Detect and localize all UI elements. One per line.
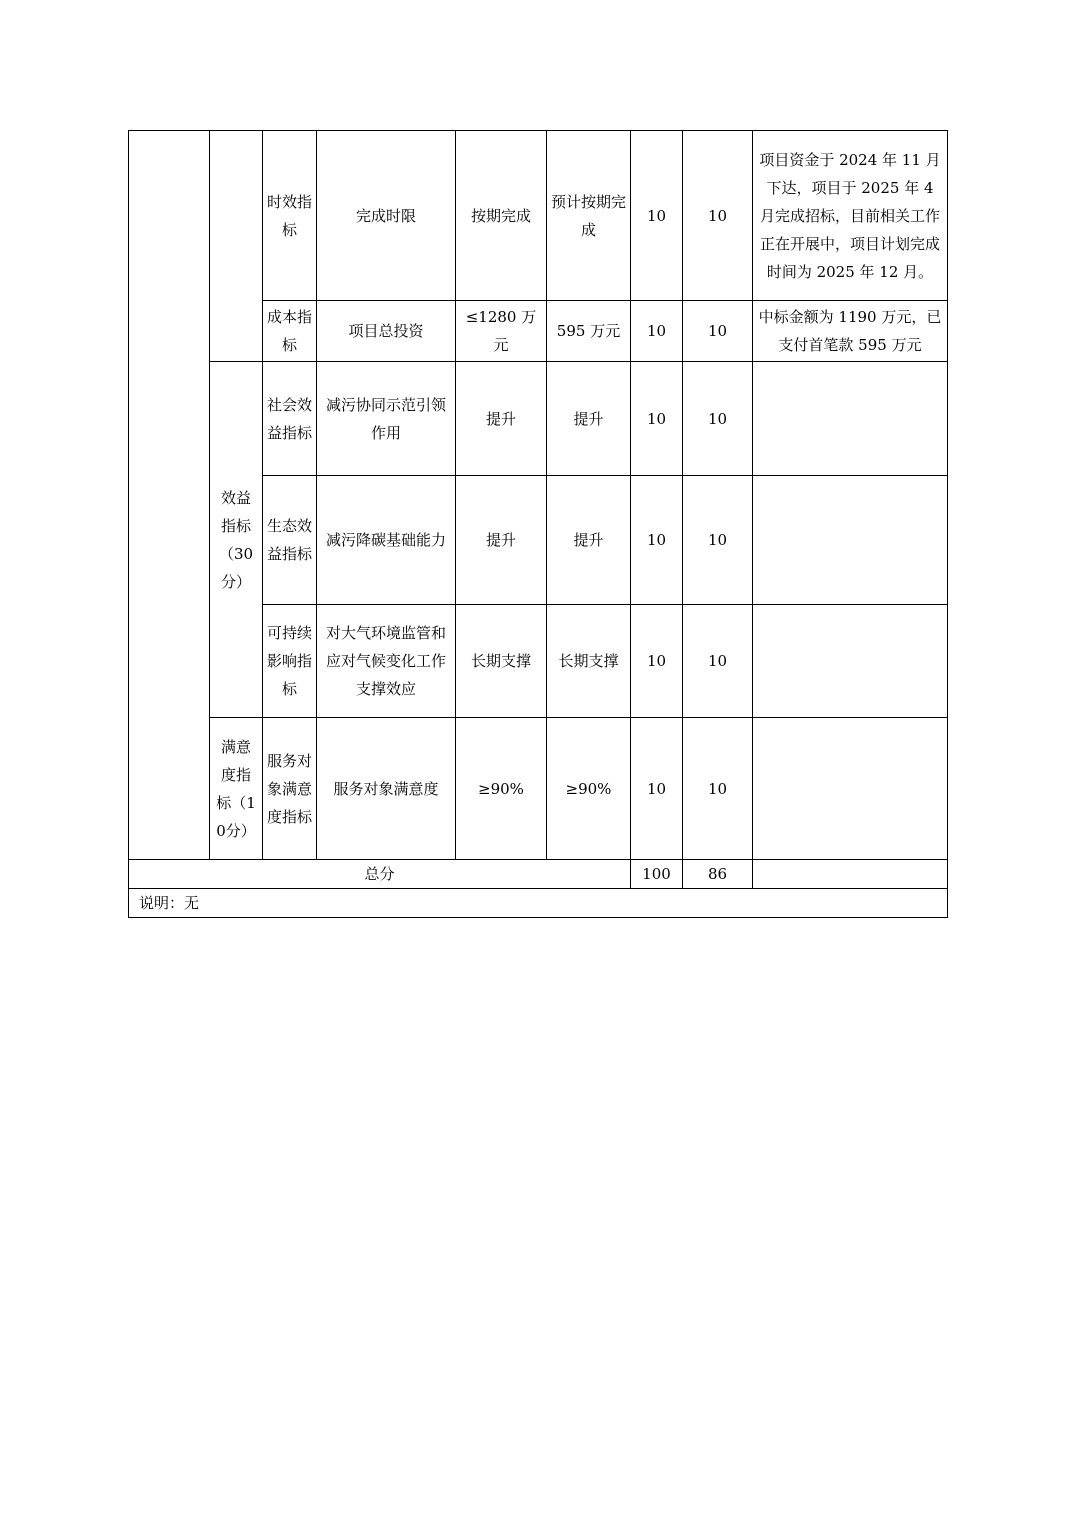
target-value-cell: ≥90%	[456, 718, 547, 860]
total-notes	[753, 860, 948, 889]
actual-value-cell: 595 万元	[547, 301, 631, 362]
weight-cell: 10	[631, 131, 683, 301]
score-cell: 10	[683, 476, 753, 605]
actual-value-cell: 预计按期完成	[547, 131, 631, 301]
performance-table	[128, 130, 948, 918]
table-row	[129, 362, 948, 476]
indicator-cell: 服务对象满意度	[317, 718, 456, 860]
remark-row	[129, 889, 948, 918]
total-score: 86	[683, 860, 753, 889]
total-row	[129, 860, 948, 889]
total-label: 总分	[129, 860, 631, 889]
weight-cell: 10	[631, 362, 683, 476]
level3-indicator-cell: 成本指标	[263, 301, 317, 362]
notes-cell	[753, 718, 948, 860]
notes-cell: 中标金额为 1190 万元，已支付首笔款 595 万元	[753, 301, 948, 362]
target-value-cell: 提升	[456, 476, 547, 605]
level2-indicator-cell: 满意度指标（10分）	[210, 718, 263, 860]
weight-cell: 10	[631, 301, 683, 362]
notes-cell	[753, 605, 948, 718]
level3-indicator-cell: 时效指标	[263, 131, 317, 301]
notes-cell	[753, 362, 948, 476]
indicator-cell: 减污降碳基础能力	[317, 476, 456, 605]
weight-cell: 10	[631, 476, 683, 605]
weight-cell: 10	[631, 605, 683, 718]
actual-value-cell: 提升	[547, 476, 631, 605]
target-value-cell: 提升	[456, 362, 547, 476]
actual-value-cell: 提升	[547, 362, 631, 476]
score-cell: 10	[683, 301, 753, 362]
actual-value-cell: 长期支撑	[547, 605, 631, 718]
notes-cell: 项目资金于 2024 年 11 月下达，项目于 2025 年 4 月完成招标，目前相关工作正在开展中，项目计划完成时间为 2025 年 12 月。	[753, 131, 948, 301]
indicator-cell: 减污协同示范引领作用	[317, 362, 456, 476]
level3-indicator-cell: 生态效益指标	[263, 476, 317, 605]
indicator-cell: 对大气环境监管和应对气候变化工作支撑效应	[317, 605, 456, 718]
table-row	[129, 718, 948, 860]
level3-indicator-cell: 服务对象满意度指标	[263, 718, 317, 860]
indicator-cell: 完成时限	[317, 131, 456, 301]
notes-cell	[753, 476, 948, 605]
target-value-cell: 长期支撑	[456, 605, 547, 718]
score-cell: 10	[683, 131, 753, 301]
level2-indicator-cell: 效益指标（30分）	[210, 362, 263, 718]
level3-indicator-cell: 可持续影响指标	[263, 605, 317, 718]
weight-cell: 10	[631, 718, 683, 860]
actual-value-cell: ≥90%	[547, 718, 631, 860]
score-cell: 10	[683, 605, 753, 718]
level2-indicator-cell	[210, 131, 263, 362]
remark-text: 说明：无	[129, 889, 948, 918]
score-cell: 10	[683, 718, 753, 860]
score-cell: 10	[683, 362, 753, 476]
total-weight: 100	[631, 860, 683, 889]
indicator-cell: 项目总投资	[317, 301, 456, 362]
level3-indicator-cell: 社会效益指标	[263, 362, 317, 476]
table-row	[129, 131, 948, 301]
target-value-cell: ≤1280 万元	[456, 301, 547, 362]
target-value-cell: 按期完成	[456, 131, 547, 301]
level1-indicator-cell	[129, 131, 210, 860]
